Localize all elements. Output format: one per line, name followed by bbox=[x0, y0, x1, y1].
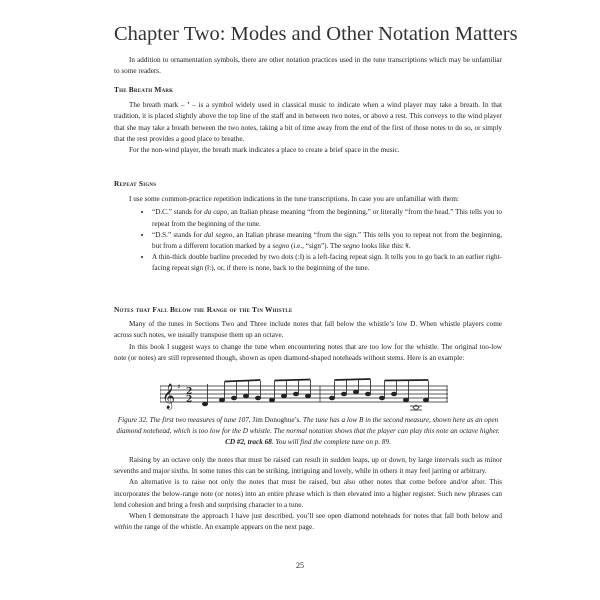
breath-mark-paragraph-2: For the non-wind player, the breath mark indicates a place to create a brief space in the music. bbox=[129, 146, 400, 155]
closing-paragraph-2: An alternative is to raise not only the notes that must be raised, but also other notes that come before and/or after. This incorporates the below-range note (or notes) into an entire phrase which is then elevated into a higher register. Such new phrases can lend cohesion and bring a fresh and surprising character to a tune. bbox=[114, 478, 502, 509]
breath-mark-section bbox=[114, 84, 502, 156]
music-staff-figure bbox=[160, 378, 450, 414]
figure-caption: Figure 32. The first two measures of tune 107, Jim Donoghue’s. The tune has a low B in the second measure, shown here as an open diamond notehead, which is too low for the D whistle. The normal notation shows that the player can play this note an octave higher. CD #2, track 68. You will find the complete tune on p. 89. bbox=[116, 416, 500, 447]
key-signature-sharp-icon: ♯ bbox=[177, 383, 181, 391]
diamond-notehead-icon bbox=[410, 405, 422, 410]
closing-paragraph-3: When I demonstrate the approach I have just described, you’ll see open diamond noteheads for notes that fall both below and within the range of the whistle. An example appears on the next page. bbox=[114, 512, 502, 532]
intro-section bbox=[114, 55, 502, 77]
time-signature-top: 2 bbox=[186, 387, 193, 397]
list-item: • “D.S.” stands for dal segno, an Italian phrase meaning “from the sign.” This tells you to repeat not from the beginning, but from a different location marked by a segno (i.e., “sign”). The segno looks like this: 𝄋. bbox=[152, 230, 502, 252]
list-item: • A thin-thick double barline preceded by two dots (:‖) is a left-facing repeat sign. It tells you to go back to an earlier right-facing repeat sign (‖:), or, if there is none, back to the beginning of the tune. bbox=[152, 252, 502, 274]
repeat-signs-section bbox=[114, 178, 502, 275]
page-number: 25 bbox=[296, 561, 304, 570]
breath-mark-heading: The Breath Mark bbox=[114, 85, 174, 94]
closing-paragraph-1: Raising by an octave only the notes that must be raised can result in sudden leaps, up or down, by large intervals such as minor sevenths and major sixths. In some tunes this can be striking, intriguing and lovely, while in others it may feel jarring or arbitrary. bbox=[114, 456, 502, 476]
notes-measure-2 bbox=[329, 379, 428, 402]
low-notes-paragraph-2: In this book I suggest ways to change the tune when encountering notes that are too low for the whistle. The original too-low note (or notes) are still represented though, shown as open diamond-shaped noteheads without stems. Here is an example: bbox=[114, 342, 502, 362]
low-notes-section bbox=[114, 304, 502, 364]
repeat-signs-list bbox=[114, 207, 502, 274]
repeat-signs-heading: Repeat Signs bbox=[114, 179, 157, 188]
intro-paragraph: In addition to ornamentation symbols, there are other notation practices used in the tune transcriptions which may be unfamiliar to some readers. bbox=[114, 56, 502, 76]
closing-section bbox=[114, 455, 502, 533]
svg-text:𝄞: 𝄞 bbox=[162, 384, 176, 409]
treble-clef-icon bbox=[162, 383, 175, 409]
breath-mark-paragraph: The breath mark – ’ – is a symbol widely used in classical music to indicate when a wind player may take a breath. In that tradition, it is placed slightly above the top line of the staff and in between two notes, or above a rest. This conveys to the wind player that she may take a breath between the two notes, taking a bit of time away from the end of the first of those notes to do so, or simply that the rest provides a good place to breathe. bbox=[114, 101, 502, 143]
low-notes-paragraph-1: Many of the tunes in Sections Two and Three include notes that fall below the whistle’s low D. When whistle players come across such notes, we usually transpose them up an octave. bbox=[114, 320, 502, 340]
low-notes-heading: Notes that Fall Below the Range of the Tin Whistle bbox=[114, 305, 293, 314]
repeat-signs-paragraph: I use some common-practice repetition indications in the tune transcriptions. In case you are unfamiliar with them: bbox=[129, 195, 459, 204]
chapter-title: Chapter Two: Modes and Other Notation Matters bbox=[114, 23, 518, 45]
breath-mark-symbol: ’ bbox=[187, 101, 190, 110]
time-signature-bottom: 2 bbox=[186, 395, 193, 405]
list-item: • “D.C.” stands for da capo, an Italian phrase meaning “from the beginning,” or literally “from the head.” This tells you to repeat from the beginning of the tune. bbox=[152, 207, 502, 229]
